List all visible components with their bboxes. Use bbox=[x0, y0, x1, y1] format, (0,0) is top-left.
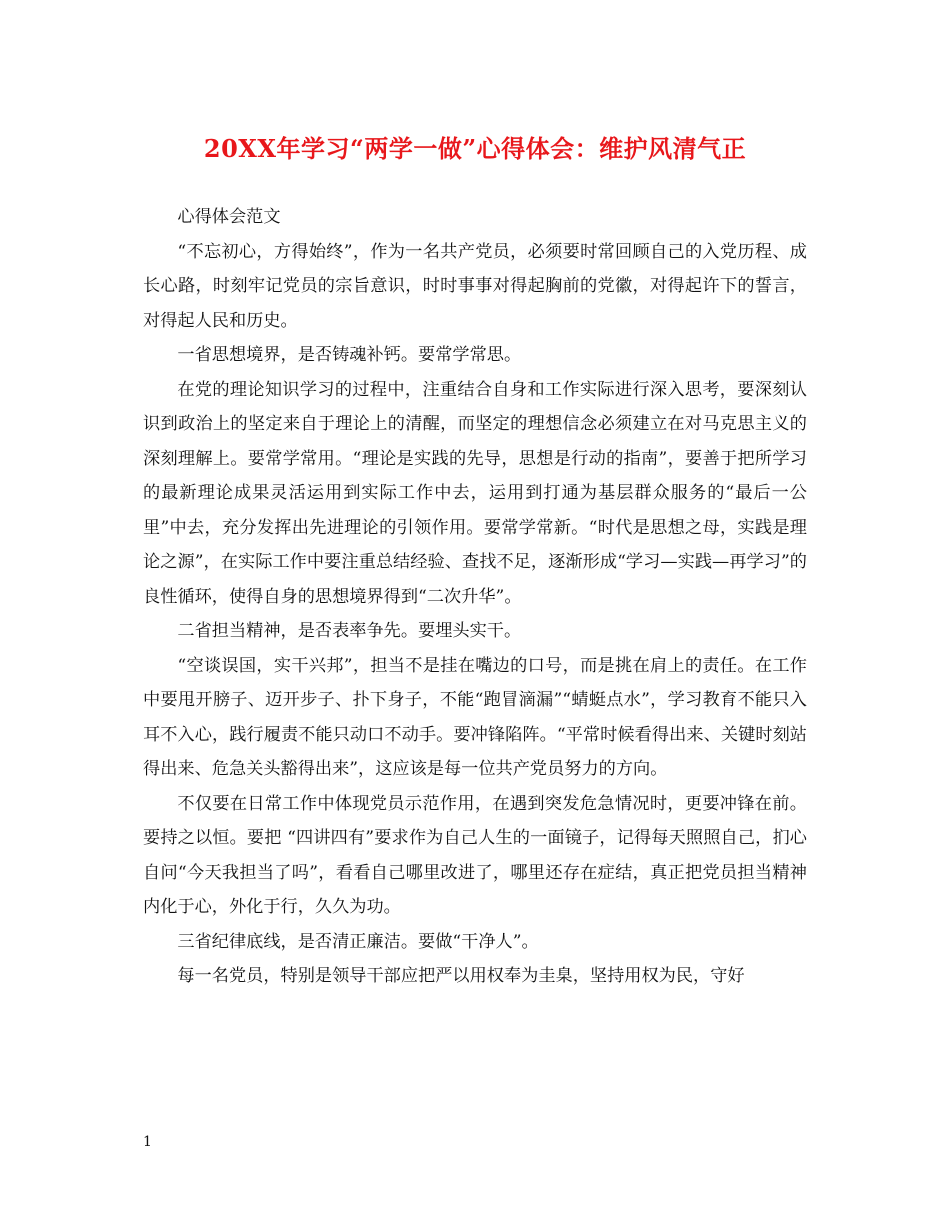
paragraph: 不仅要在日常工作中体现党员示范作用，在遇到突发危急情况时，更要冲锋在前。要持之以恒。要把 “四讲四有”要求作为自己人生的一面镜子，记得每天照照自己，扪心自问“今天我担当了吗”，看看自己哪里改进了，哪里还存在症结，真正把党员担当精神内化于心，外化于行，久久为功。 bbox=[143, 793, 807, 917]
page-number: 1 bbox=[143, 1134, 152, 1150]
paragraph: “空谈误国，实干兴邦”，担当不是挂在嘴边的口号，而是挑在肩上的责任。在工作中要甩开膀子、迈开步子、扑下身子，不能“跑冒滴漏”“蜻蜓点水”，学习教育不能只入耳不入心，践行履责不能只动口不动手。要冲锋陷阵。“平常时候看得出来、关键时刻站得出来、危急关头豁得出来”，这应该是每一位共产党员努力的方向。 bbox=[143, 655, 807, 779]
document-body bbox=[143, 200, 807, 994]
paragraph: 二省担当精神，是否表率争先。要埋头实干。 bbox=[177, 621, 522, 641]
document-title: 20XX年学习“两学一做”心得体会：维护风清气正 bbox=[203, 134, 747, 163]
paragraph: 三省纪律底线，是否清正廉洁。要做“干净人”。 bbox=[177, 931, 539, 952]
paragraph: 每一名党员，特别是领导干部应把严以用权奉为圭臬，坚持用权为民，守好 bbox=[177, 966, 745, 986]
paragraph: 一省思想境界，是否铸魂补钙。要常学常思。 bbox=[177, 345, 522, 365]
paragraph: “不忘初心，方得始终”，作为一名共产党员，必须要时常回顾自己的入党历程、成长心路，时刻牢记党员的宗旨意识，时时事事对得起胸前的党徽，对得起许下的誓言，对得起人民和历史。 bbox=[143, 241, 807, 331]
paragraph: 在党的理论知识学习的过程中，注重结合自身和工作实际进行深入思考，要深刻认识到政治上的坚定来自于理论上的清醒，而坚定的理想信念必须建立在对马克思主义的深刻理解上。要常学常用。“理论是实践的先导，思想是行动的指南”，要善于把所学习的最新理论成果灵活运用到实际工作中去，运用到打通为基层群众服务的“最后一公里”中去，充分发挥出先进理论的引领作用。要常学常新。“时代是思想之母，实践是理论之源”，在实际工作中要注重总结经验、查找不足，逐渐形成“学习—实践—再学习”的良性循环，使得自身的思想境界得到“二次升华”。 bbox=[143, 379, 807, 607]
paragraph: 心得体会范文 bbox=[177, 207, 281, 227]
